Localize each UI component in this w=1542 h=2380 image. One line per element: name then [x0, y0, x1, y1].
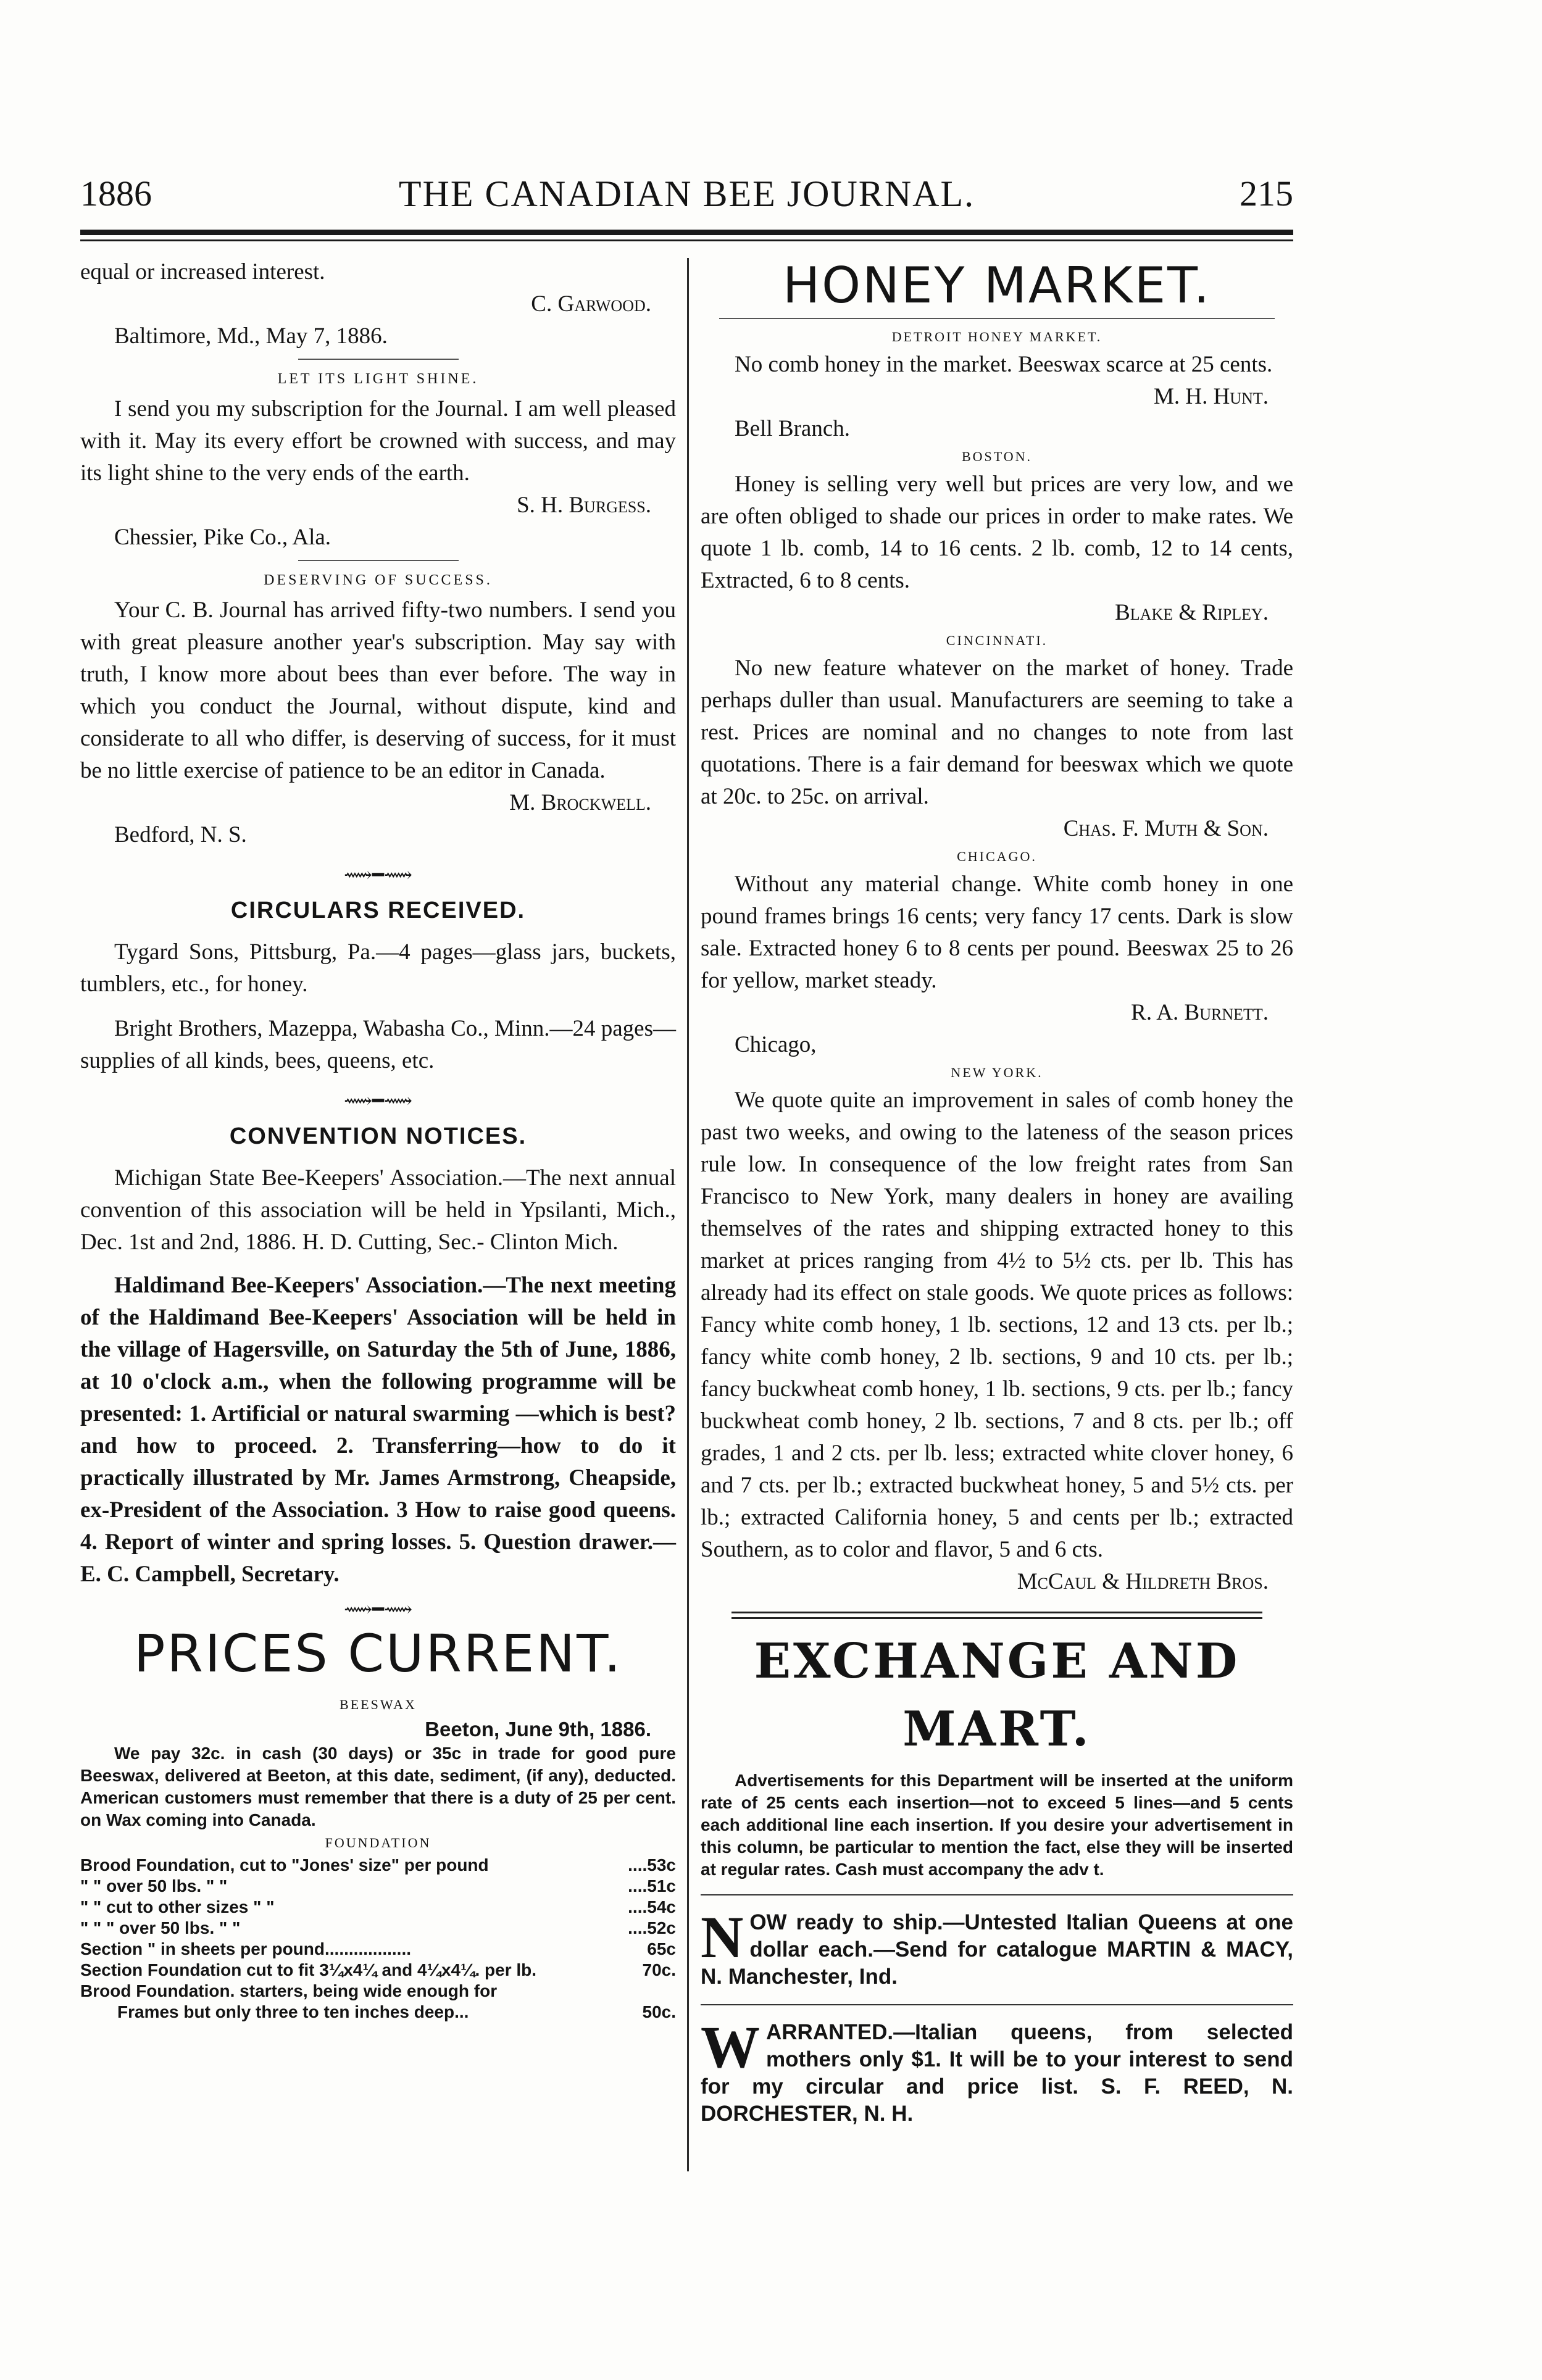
market-city: CINCINNATI. — [946, 633, 1048, 648]
letter2-signature: M. Brockwell. — [509, 790, 651, 815]
market-signature: McCaul & Hildreth Bros. — [1017, 1569, 1269, 1594]
letter2-body: Your C. B. Journal has arrived fifty-two numbers. I send you with great pleasure another year's subscription. May say with truth, I know more about bees than ever before. The way in which you conduct the Journal, without dispute, kind and considerate to all who differ, is deserving of success, for it must be no little exercise of patience to be an editor in Canada. — [80, 597, 676, 783]
prices-dateline: Beeton, June 9th, 1886. — [425, 1718, 651, 1741]
foundation-price-list — [80, 1855, 676, 2023]
column-divider — [687, 258, 689, 2171]
price-row: " " " over 50 lbs. " " ....52c — [80, 1918, 676, 1937]
exchange-mart-title: EXCHANGE AND MART. — [754, 1633, 1240, 1757]
ornament-divider: ⟿━⟿ — [343, 1089, 412, 1112]
market-report: Without any material change. White comb honey in one pound frames brings 16 cents; very fancy 17 cents. Dark is slow sale. Extracted honey 6 to 8 cents per pound. Beeswax 25 to 26 for yellow, market steady. — [701, 872, 1293, 993]
divider — [298, 560, 459, 561]
market-report: No new feature whatever on the market of honey. Trade perhaps duller than usual. Manufacturers are seeming to take a rest. Prices are nominal and no changes to note from last quotations. There is a fair demand for beeswax which we quote at 20c. to 25c. on arrival. — [701, 655, 1293, 809]
divider — [298, 359, 459, 360]
market-report: We quote quite an improvement in sales of comb honey the past two weeks, and owing to the lateness of the season prices rule low. In consequence of the low freight rates from San Francisco to New York, many dealers in honey are availing themselves of the rates and shipping extracted honey to this market at prices ranging from 4½ to 5½ cts. per lb. This has already had its effect on stale goods. We quote prices as follows: Fancy white comb honey, 1 lb. sections, 12 and 13 cts. per lb.; fancy white comb honey, 2 lb. sections, 9 and 10 cts. per lb.; fancy buckwheat comb honey, 1 lb. sections, 9 cts. per lb.; fancy buckwheat comb honey, 2 lb. sections, 7 and 8 cts. per lb.; off grades, 1 and 2 cts. per lb. less; extracted white clover honey, 6 and 7 cts. per lb.; extracted buckwheat honey, 5 and 5½ cts. per lb.; extracted California honey, 5 and cents per lb.; extracted Southern, as to color and flavor, 5 and 6 cts. — [701, 1088, 1293, 1562]
letter1-place: Chessier, Pike Co., Ala. — [114, 525, 331, 550]
foundation-heading: FOUNDATION — [325, 1835, 431, 1850]
circular-item: Tygard Sons, Pittsburg, Pa.—4 pages—glass jars, buckets, tumblers, etc., for honey. — [80, 939, 676, 997]
header-rule-thin — [80, 239, 1293, 241]
price-row: " " cut to other sizes " " ....54c — [80, 1897, 676, 1916]
circular-item: Bright Brothers, Mazeppa, Wabasha Co., Minn.—24 pages—supplies of all kinds, bees, queens, etc. — [80, 1016, 676, 1073]
drop-cap: W — [701, 2014, 760, 2080]
market-report: Honey is selling very well but prices are very low, and we are often obliged to shade our prices in order to make rates. We quote 1 lb. comb, 14 to 16 cents. 2 lb. comb, 12 to 14 cents, Extracted, 6 to 8 cents. — [701, 472, 1293, 593]
honey-market-title: HONEY MARKET. — [783, 257, 1211, 314]
intro-line: equal or increased interest. — [80, 259, 325, 285]
market-signature: Blake & Ripley. — [1115, 600, 1269, 625]
market-place: Chicago, — [735, 1032, 817, 1057]
convention-notice: Michigan State Bee-Keepers' Association.—The next annual convention of this association will be held in Ypsilanti, Mich., Dec. 1st and 2nd, 1886. H. D. Cutting, Sec.- Clinton Mich. — [80, 1165, 676, 1255]
beeswax-body: We pay 32c. in cash (30 days) or 35c in trade for good pure Beeswax, delivered at Beeton, at this date, sediment, (if any), deducted. American customers must remember that there is a duty of 25 per cent. on Wax coming into Canada. — [80, 1744, 676, 1829]
header-rule-thick — [80, 230, 1293, 235]
ornament-divider: ⟿━⟿ — [343, 863, 412, 886]
header-year: 1886 — [80, 173, 152, 214]
price-row: Section " in sheets per pound.................. 65c — [80, 1939, 676, 1958]
ornament-divider: ⟿━⟿ — [343, 1598, 412, 1620]
market-city: DETROIT HONEY MARKET. — [891, 329, 1102, 344]
ad-text: ARRANTED.—Italian queens, from selected mothers only $1. It will be to your interest to send for my circular and price list. S. F. REED, N. DORCHESTER, N. H. — [701, 2020, 1293, 2126]
right-column — [701, 256, 1293, 2128]
running-header — [80, 173, 1293, 222]
price-row: Section Foundation cut to fit 3¼x4¼ and 4¼x4¼. per lb. 70c. — [80, 1960, 676, 1979]
left-column — [80, 256, 676, 2023]
intro-place: Baltimore, Md., May 7, 1886. — [114, 323, 388, 349]
price-row: " " over 50 lbs. " " ....51c — [80, 1876, 676, 1895]
market-report: No comb honey in the market. Beeswax scarce at 25 cents. — [735, 352, 1273, 377]
intro-signature: C. Garwood. — [531, 291, 651, 317]
market-signature: Chas. F. Muth & Son. — [1063, 816, 1269, 841]
letter2-heading: DESERVING OF SUCCESS. — [264, 572, 493, 588]
letter1-heading: LET ITS LIGHT SHINE. — [277, 371, 479, 387]
market-place: Bell Branch. — [735, 416, 851, 441]
double-rule — [731, 1612, 1262, 1619]
classified-ad — [701, 1894, 1293, 1991]
letter1-signature: S. H. Burgess. — [517, 493, 651, 518]
price-row: Brood Foundation, cut to "Jones' size" per pound ....53c — [80, 1855, 676, 1874]
market-city: CHICAGO. — [957, 849, 1037, 864]
convention-notice: Haldimand Bee-Keepers' Association.—The next meeting of the Haldimand Bee-Keepers' Association will be held in the village of Hagersville, on Saturday the 5th of June, 1886, at 10 o'clock a.m., when the following programme will be presented: 1. Artificial or natural swarming —which is best? and how to proceed. 2. Transferring—how to do it practically illustrated by Mr. James Armstrong, Cheapside, ex-President of the Association. 3 How to raise good queens. 4. Report of winter and spring losses. 5. Question drawer.—E. C. Campbell, Secretary. — [80, 1273, 676, 1587]
divider — [719, 318, 1275, 319]
letter2-place: Bedford, N. S. — [114, 822, 247, 847]
price-row: Brood Foundation. starters, being wide enough for — [80, 1981, 498, 2000]
market-signature: M. H. Hunt. — [1153, 384, 1269, 409]
classified-ad — [701, 2004, 1293, 2128]
beeswax-heading: BEESWAX — [340, 1697, 417, 1712]
convention-title: CONVENTION NOTICES. — [229, 1123, 527, 1149]
price-row: Frames but only three to ten inches deep... 50c. — [117, 2002, 676, 2021]
market-city: BOSTON. — [961, 449, 1033, 464]
drop-cap: N — [701, 1904, 744, 1970]
page-number: 215 — [1240, 173, 1293, 214]
circulars-title: CIRCULARS RECEIVED. — [230, 897, 526, 923]
market-signature: R. A. Burnett. — [1131, 1000, 1269, 1025]
market-city: NEW YORK. — [951, 1065, 1043, 1080]
letter1-body: I send you my subscription for the Journal. I am well pleased with it. May its every effort be crowned with success, and may its light shine to the very ends of the earth. — [80, 396, 676, 486]
prices-current-title: PRICES CURRENT. — [133, 1623, 623, 1684]
exchange-notice: Advertisements for this Department will be inserted at the uniform rate of 25 cents each insertion—not to exceed 5 lines—and 5 cents each additional line each insertion. If you desire your advertisement in this column, be particular to mention the fact, else they will be inserted at regular rates. Cash must accompany the adv t. — [701, 1771, 1293, 1879]
journal-title: THE CANADIAN BEE JOURNAL. — [398, 173, 975, 214]
ad-text: OW ready to ship.—Untested Italian Queens at one dollar each.—Send for catalogue MARTIN & MACY, N. Manchester, Ind. — [701, 1910, 1293, 1989]
